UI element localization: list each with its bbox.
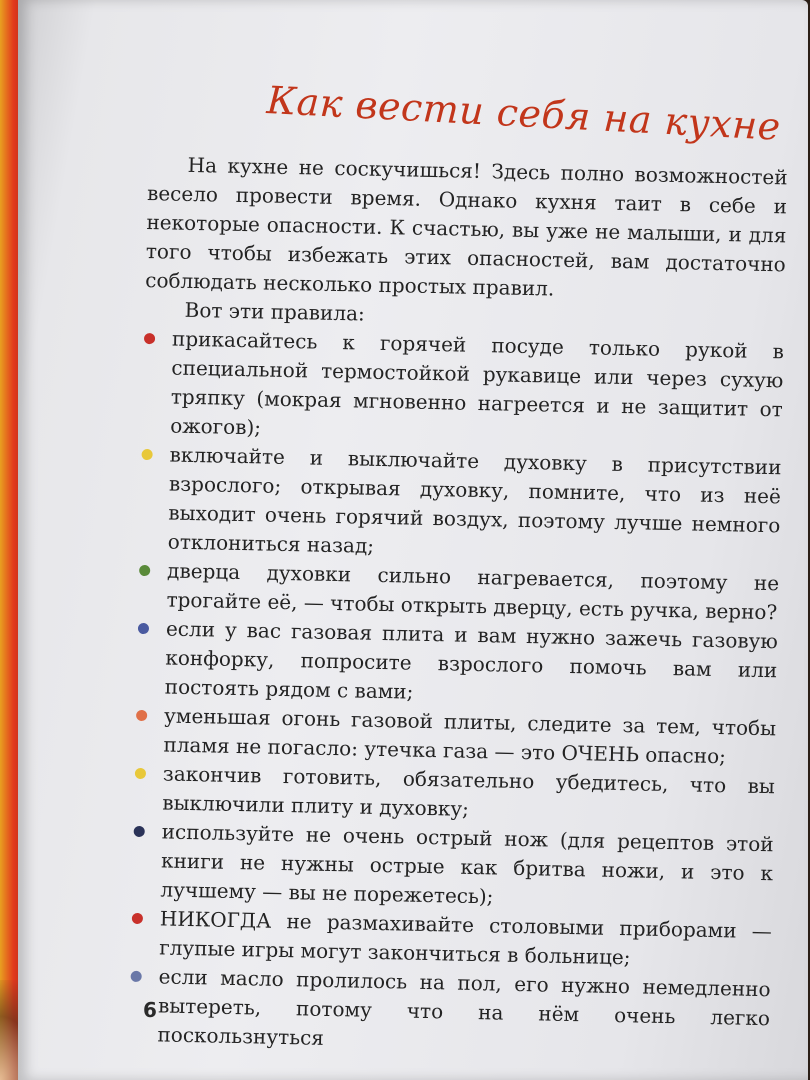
bullet-icon <box>135 768 146 779</box>
rule-text: прикасайтесь к горячей посуде только рукой в специальной термостойкой рукавице или через сухую тряпку (мокрая мгновенно нагреется и не защитит от ожогов); <box>169 326 785 440</box>
rule-text: закончив готовить, обязательно убедитесь, что вы выключили плиту и духовку; <box>162 761 776 821</box>
rule-item <box>136 614 778 714</box>
rule-text: если у вас газовая плита и вам нужно зажечь газовую конфорку, попросите взрослого помочь вам или постоять рядом с вами; <box>164 616 779 704</box>
rule-text: дверца духовки сильно нагревается, поэтому не трогайте её, — чтобы открыть дверцу, есть ручка, верно? <box>166 558 780 625</box>
intro-paragraph: На кухне не соскучишься! Здесь полно возможностей весело провести время. Однако кухня таит в себе и некоторые опасности. К счастью, вы уже не малыши, и для того чтобы избежать этих опасностей, вам достаточно соблюдать несколько простых правил. <box>145 152 788 301</box>
rule-item <box>129 962 771 1062</box>
rule-item <box>142 324 784 453</box>
rule-text: включайте и выключайте духовку в присутствии взрослого; открывая духовку, помните, что из неё выходит очень горячий воздух, поэтому лучше немного отклониться назад; <box>167 442 782 558</box>
page-content <box>129 150 788 1062</box>
rule-text: уменьшая огонь газовой плиты, следите за тем, чтобы пламя не погасло: утечка газа — это ОЧЕНЬ опасно; <box>163 703 777 769</box>
rules-list <box>129 324 784 1062</box>
rule-item <box>132 817 774 917</box>
book-page <box>18 0 808 1080</box>
rule-item <box>139 440 781 569</box>
bullet-icon <box>132 913 143 924</box>
rule-text: НИКОГДА не размахивайте столовыми приборами — глупые игры могут закончиться в больнице; <box>159 906 773 970</box>
bullet-icon <box>142 449 153 460</box>
bullet-icon <box>131 971 142 982</box>
rules-intro: Вот эти правила: <box>184 297 366 326</box>
bullet-icon <box>136 710 147 721</box>
bullet-icon <box>134 826 145 837</box>
bullet-icon <box>138 623 149 634</box>
page-title: Как вести себя на кухне <box>265 78 782 149</box>
rule-text: используйте не очень острый нож (для рецептов этой книги не нужны острые как бритва ножи, и это к лучшему — вы не порежетесь); <box>160 819 774 909</box>
bullet-icon <box>144 333 155 344</box>
bullet-icon <box>139 565 150 576</box>
rule-text: если масло пролилось на пол, его нужно немедленно вытереть, потому что на нём очень легко поскользнуться <box>157 964 771 1050</box>
page-number: 6 <box>143 998 157 1022</box>
